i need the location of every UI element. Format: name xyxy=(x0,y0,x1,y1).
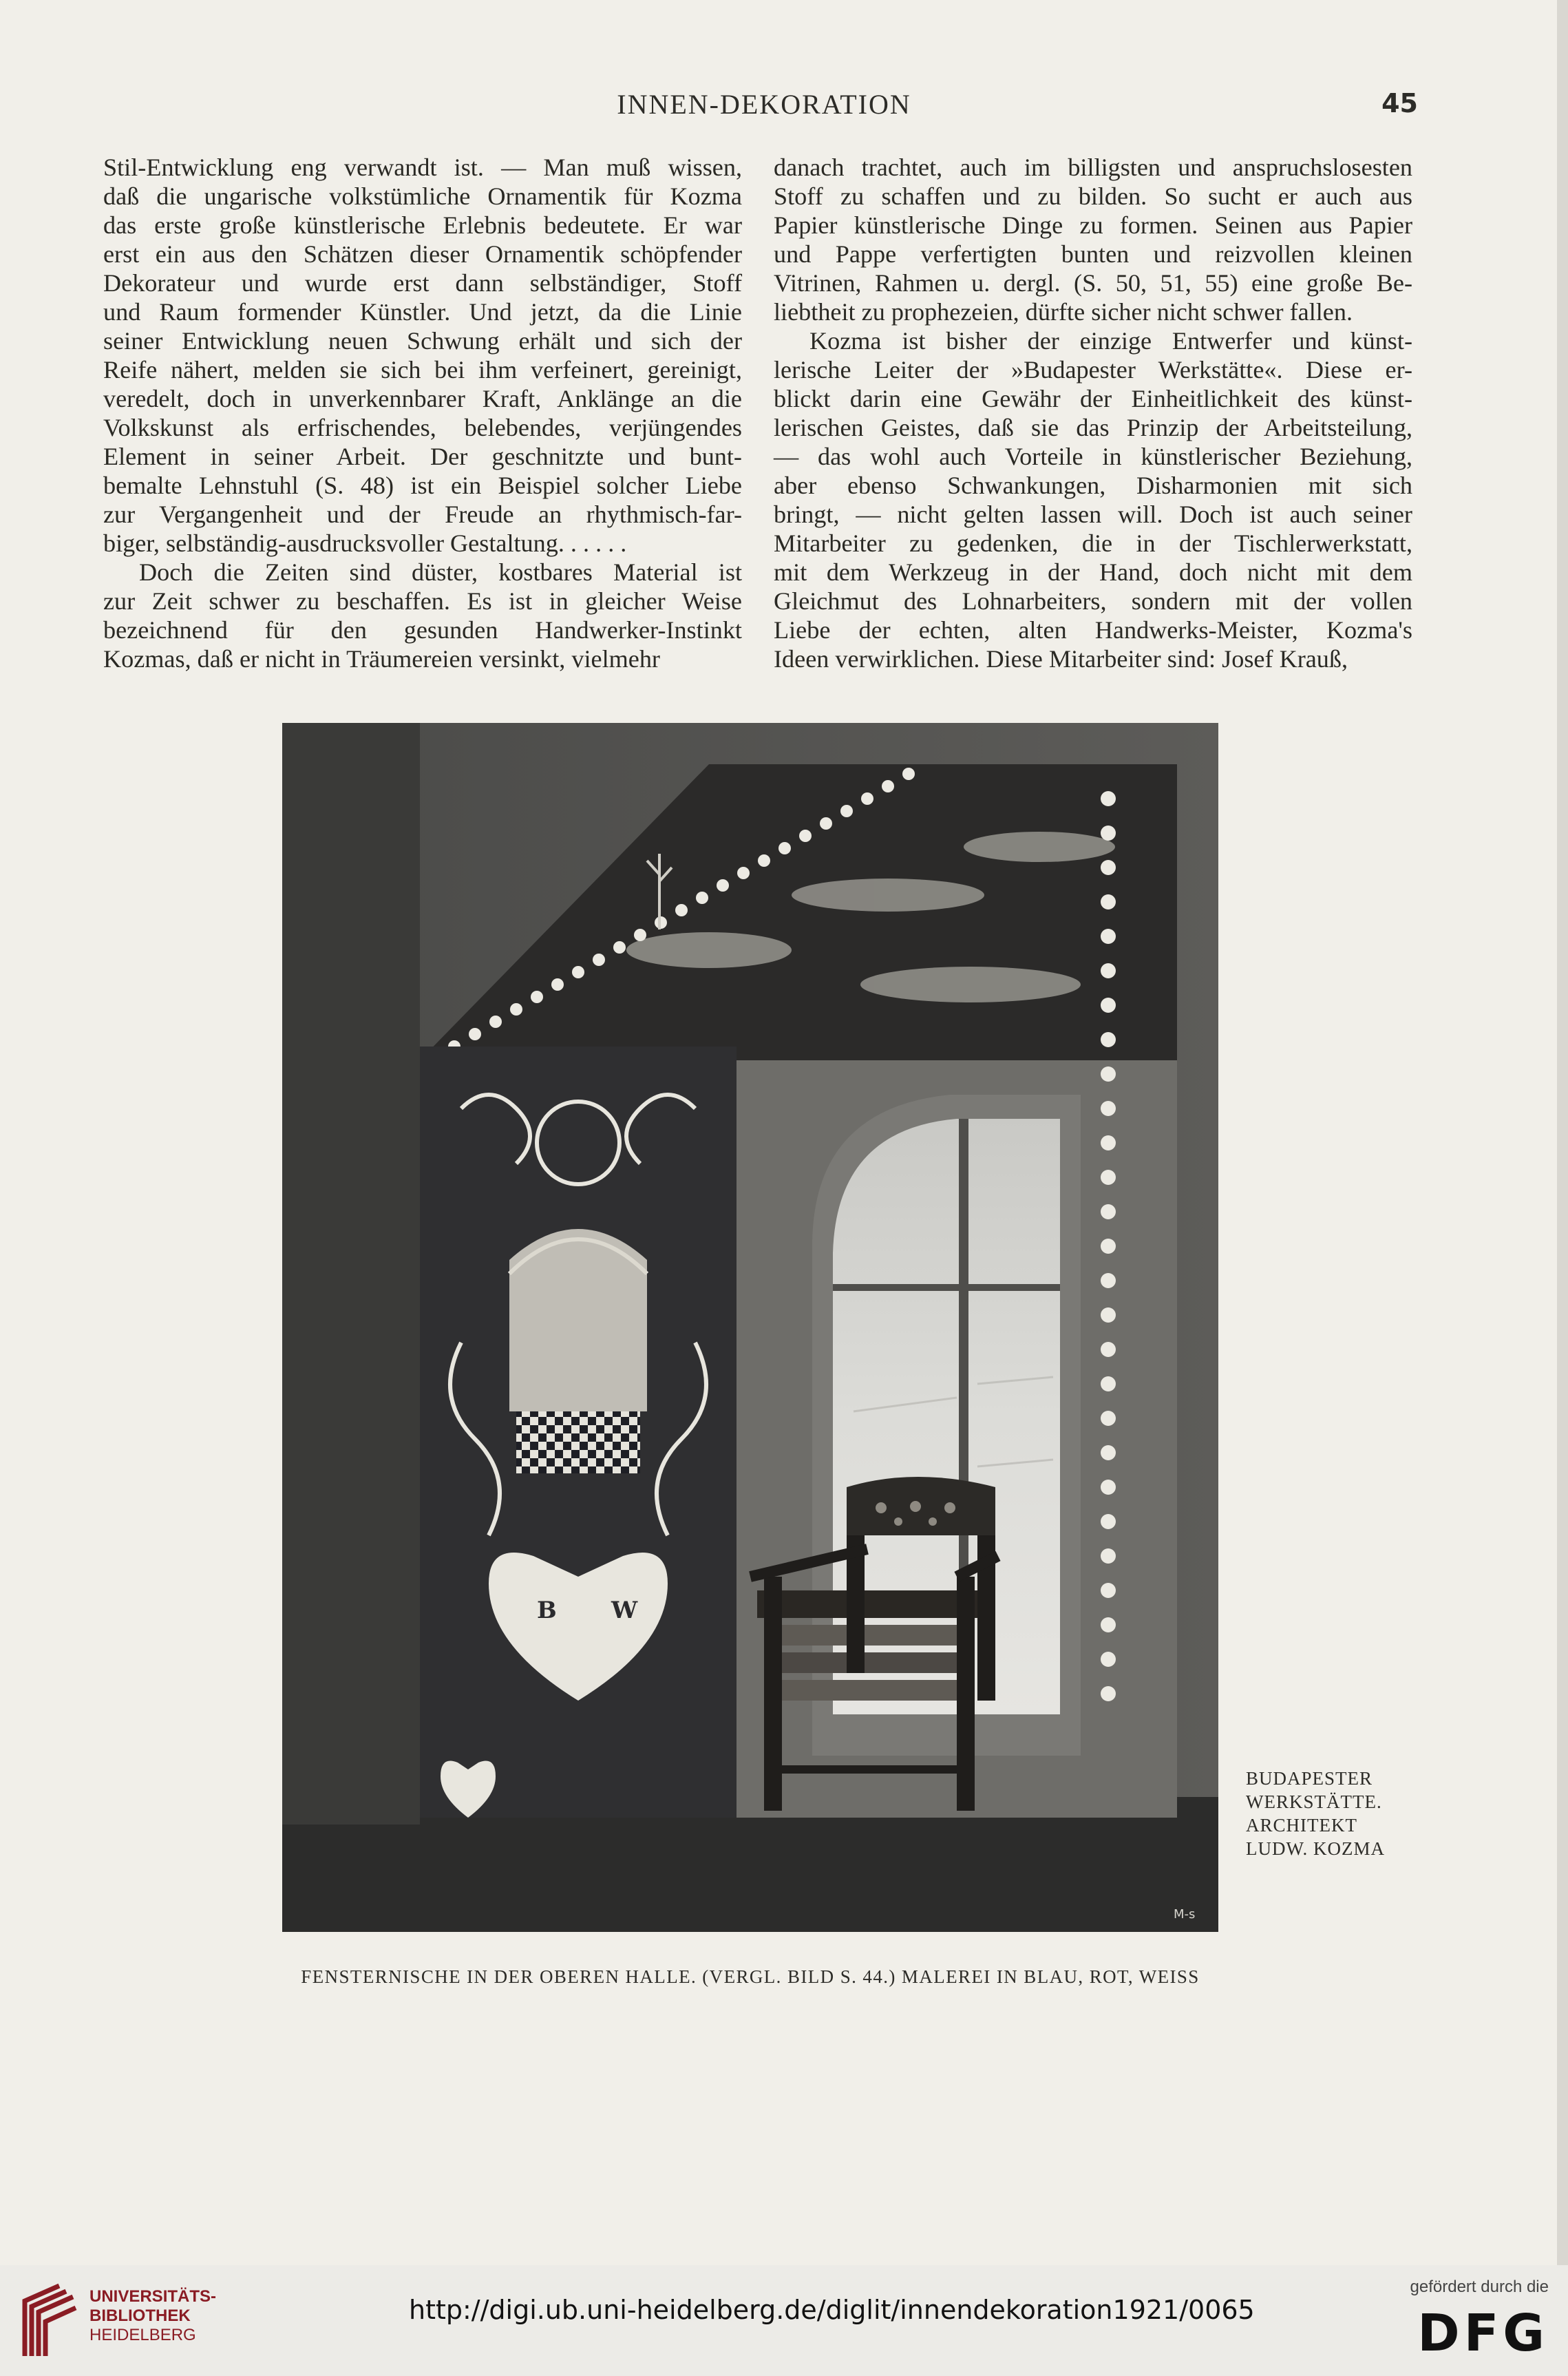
library-name-line: BIBLIOTHEK xyxy=(89,2306,191,2325)
left-wall xyxy=(282,723,420,1825)
text-line: Papier künstlerische Dinge zu formen. Seinen aus Papier xyxy=(774,211,1412,239)
checkered-floor-motif xyxy=(516,1411,640,1473)
text-line: Kozmas, daß er nicht in Träumereien versinkt, vielmehr xyxy=(103,645,660,673)
page-number: 45 xyxy=(1381,88,1418,118)
library-name-line: HEIDELBERG xyxy=(89,2326,196,2344)
mural-letter: B xyxy=(537,1597,557,1624)
text-line: bemalte Lehnstuhl (S. 48) ist ein Beispiel solcher Liebe xyxy=(103,472,742,499)
text-line: Doch die Zeiten sind düster, kostbares Material ist xyxy=(139,558,742,586)
text-line: veredelt, doch in unverkennbarer Kraft, Anklänge an die xyxy=(103,385,742,412)
text-line: Reife nähert, melden sie sich bei ihm verfeinert, gereinigt, xyxy=(103,356,742,383)
text-line: blickt darin eine Gewähr der Einheitlichkeit des künst- xyxy=(774,385,1412,412)
photo-credit xyxy=(1246,1767,1411,1860)
page-edge xyxy=(1557,0,1568,2265)
text-line: bringt, — nicht gelten lassen will. Doch ist auch seiner xyxy=(774,501,1412,528)
text-line: lerischen Geistes, daß sie das Prinzip der Arbeitsteilung, xyxy=(774,414,1412,441)
credit-line: WERKSTÄTTE. xyxy=(1246,1791,1382,1812)
text-line: Volkskunst als erfrischendes, belebendes, verjüngendes xyxy=(103,414,742,441)
text-line: zur Vergangenheit und der Freude an rhythmisch-far- xyxy=(103,501,742,528)
text-line: Kozma ist bisher der einzige Entwerfer und künst- xyxy=(809,327,1412,355)
text-line: Liebe der echten, alten Handwerks-Meister, Kozma's xyxy=(774,616,1412,644)
text-line: aber ebenso Schwankungen, Disharmonien mit sich xyxy=(774,472,1412,499)
mural-letter: W xyxy=(611,1597,638,1624)
library-name-line: UNIVERSITÄTS- xyxy=(89,2287,217,2306)
text-line: danach trachtet, auch im billigsten und anspruchslosesten xyxy=(774,154,1412,181)
text-line: — das wohl auch Vorteile in künstlerischer Beziehung, xyxy=(774,443,1412,470)
text-line: Stil-Entwicklung eng verwandt ist. — Man muß wissen, xyxy=(103,154,742,181)
text-line: daß die ungarische volkstümliche Ornamentik für Kozma xyxy=(103,182,742,210)
text-line: das erste große künstlerische Erlebnis bedeutete. Er war xyxy=(103,211,742,239)
figure-caption: FENSTERNISCHE IN DER OBEREN HALLE. (VERGL. BILD S. 44.) MALEREI IN BLAU, ROT, WEISS xyxy=(301,1966,1200,1987)
text-line: Stoff zu schaffen und zu bilden. So sucht er auch aus xyxy=(774,182,1412,210)
permalink[interactable]: http://digi.ub.uni-heidelberg.de/diglit/innendekoration1921/0065 xyxy=(409,2295,1255,2325)
text-line: lerische Leiter der »Budapester Werkstätte«. Diese er- xyxy=(774,356,1412,383)
text-line: Mitarbeiter zu gedenken, die in der Tischlerwerkstatt, xyxy=(774,529,1412,557)
text-line: Dekorateur und wurde erst dann selbständiger, Stoff xyxy=(103,269,742,297)
running-head: INNEN-DEKORATION xyxy=(617,89,911,120)
text-line: Gleichmut des Lohnarbeiters, sondern mit der vollen xyxy=(774,587,1412,615)
library-name xyxy=(89,2287,216,2345)
arch-motif xyxy=(509,1229,647,1411)
text-line: erst ein aus den Schätzen dieser Ornamentik schöpfender xyxy=(103,240,742,268)
credit-line: LUDW. KOZMA xyxy=(1246,1838,1385,1859)
text-line: Ideen verwirklichen. Diese Mitarbeiter sind: Josef Krauß, xyxy=(774,645,1348,673)
text-line: mit dem Werkzeug in der Hand, doch nicht mit dem xyxy=(774,558,1412,586)
text-column-left xyxy=(103,153,742,673)
dfg-logo: DFG xyxy=(1417,2304,1549,2363)
interior-photograph xyxy=(282,723,1218,1932)
artist-signature: M-s xyxy=(1174,1907,1196,1922)
funding-note: gefördert durch die xyxy=(1410,2278,1549,2296)
text-line: bezeichnend für den gesunden Handwerker-Instinkt xyxy=(103,616,742,644)
text-line: liebtheit zu prophezeien, dürfte sicher nicht schwer fallen. xyxy=(774,298,1353,326)
text-column-right xyxy=(774,153,1412,673)
text-line: und Raum formender Künstler. Und jetzt, da die Linie xyxy=(103,298,742,326)
text-line: Element in seiner Arbeit. Der geschnitzte und bunt- xyxy=(103,443,742,470)
text-line: Vitrinen, Rahmen u. dergl. (S. 50, 51, 55) eine große Be- xyxy=(774,269,1412,297)
text-line: zur Zeit schwer zu beschaffen. Es ist in gleicher Weise xyxy=(103,587,742,615)
text-line: biger, selbständig-ausdrucksvoller Gestaltung. . . . . . xyxy=(103,529,627,557)
text-line: und Pappe verfertigten bunten und reizvollen kleinen xyxy=(774,240,1412,268)
library-logo-icon xyxy=(18,2280,80,2362)
credit-line: BUDAPESTER xyxy=(1246,1768,1373,1789)
text-line: seiner Entwicklung neuen Schwung erhält und sich der xyxy=(103,327,742,355)
credit-line: ARCHITEKT xyxy=(1246,1815,1357,1836)
